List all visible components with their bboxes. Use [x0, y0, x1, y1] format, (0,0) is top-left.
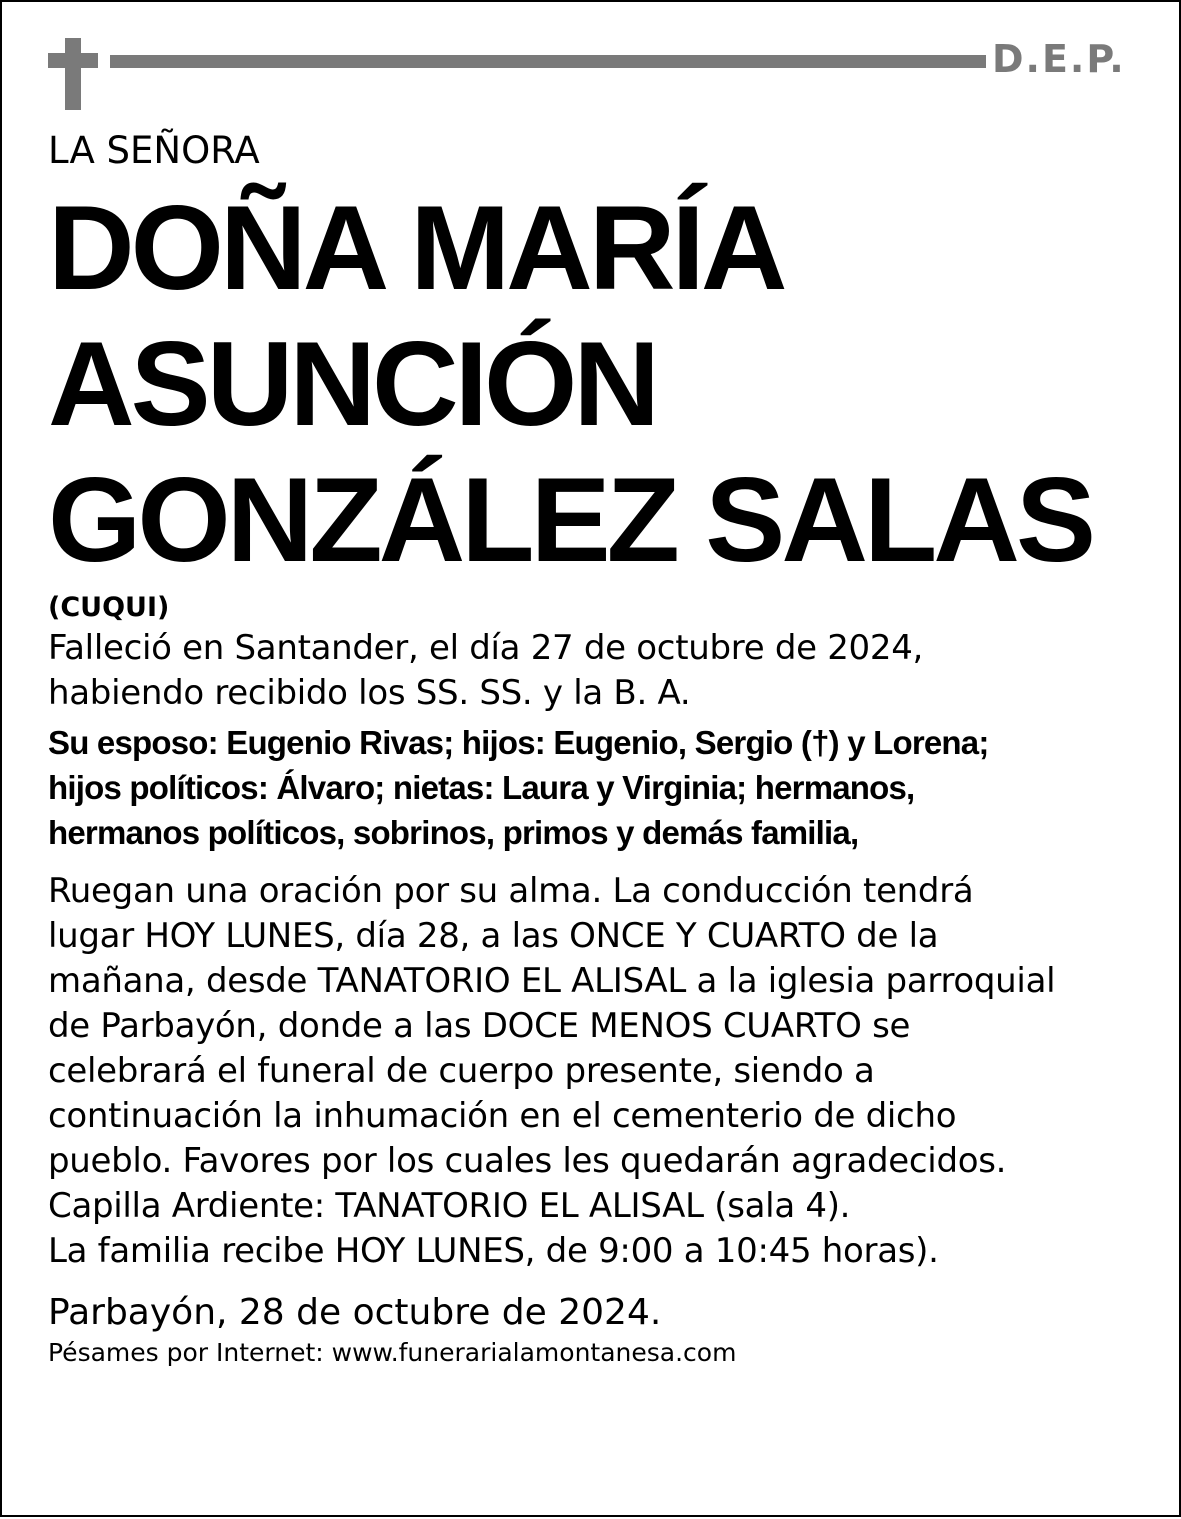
- service-line-5: celebrará el funeral de cuerpo presente, siendo a: [48, 1051, 875, 1091]
- deceased-name-line-1: DOÑA MARÍA: [48, 181, 784, 315]
- condolences-footer: Pésames por Internet: www.funerarialamontanesa.com: [48, 1338, 737, 1367]
- family-line-1: Su esposo: Eugenio Rivas; hijos: Eugenio, Sergio (†) y Lorena;: [48, 724, 989, 761]
- service-line-7: pueblo. Favores por los cuales les quedarán agradecidos.: [48, 1141, 1007, 1181]
- dateline: Parbayón, 28 de octubre de 2024.: [48, 1292, 662, 1333]
- honorific: LA SEÑORA: [48, 129, 260, 172]
- cross-icon: [48, 38, 98, 110]
- header-rule: [110, 55, 986, 68]
- death-line-1: Falleció en Santander, el día 27 de octubre de 2024,: [48, 628, 924, 668]
- service-line-4: de Parbayón, donde a las DOCE MENOS CUARTO se: [48, 1006, 911, 1046]
- notice-body: [48, 126, 1148, 1370]
- dep-label: D.E.P.: [992, 37, 1126, 81]
- death-line-2: habiendo recibido los SS. SS. y la B. A.: [48, 673, 691, 713]
- service-line-8: Capilla Ardiente: TANATORIO EL ALISAL (sala 4).: [48, 1186, 851, 1226]
- service-line-3: mañana, desde TANATORIO EL ALISAL a la iglesia parroquial: [48, 961, 1056, 1001]
- service-line-6: continuación la inhumación en el cementerio de dicho: [48, 1096, 957, 1136]
- service-line-1: Ruegan una oración por su alma. La conducción tendrá: [48, 871, 974, 911]
- deceased-name-line-2: ASUNCIÓN: [48, 317, 657, 451]
- service-line-2: lugar HOY LUNES, día 28, a las ONCE Y CUARTO de la: [48, 916, 939, 956]
- family-line-2: hijos políticos: Álvaro; nietas: Laura y Virginia; hermanos,: [48, 769, 915, 806]
- deceased-name-line-3: GONZÁLEZ SALAS: [48, 453, 1092, 587]
- nickname: (CUQUI): [48, 592, 170, 623]
- family-line-3: hermanos políticos, sobrinos, primos y demás familia,: [48, 814, 859, 851]
- service-line-9: La familia recibe HOY LUNES, de 9:00 a 10:45 horas).: [48, 1231, 939, 1271]
